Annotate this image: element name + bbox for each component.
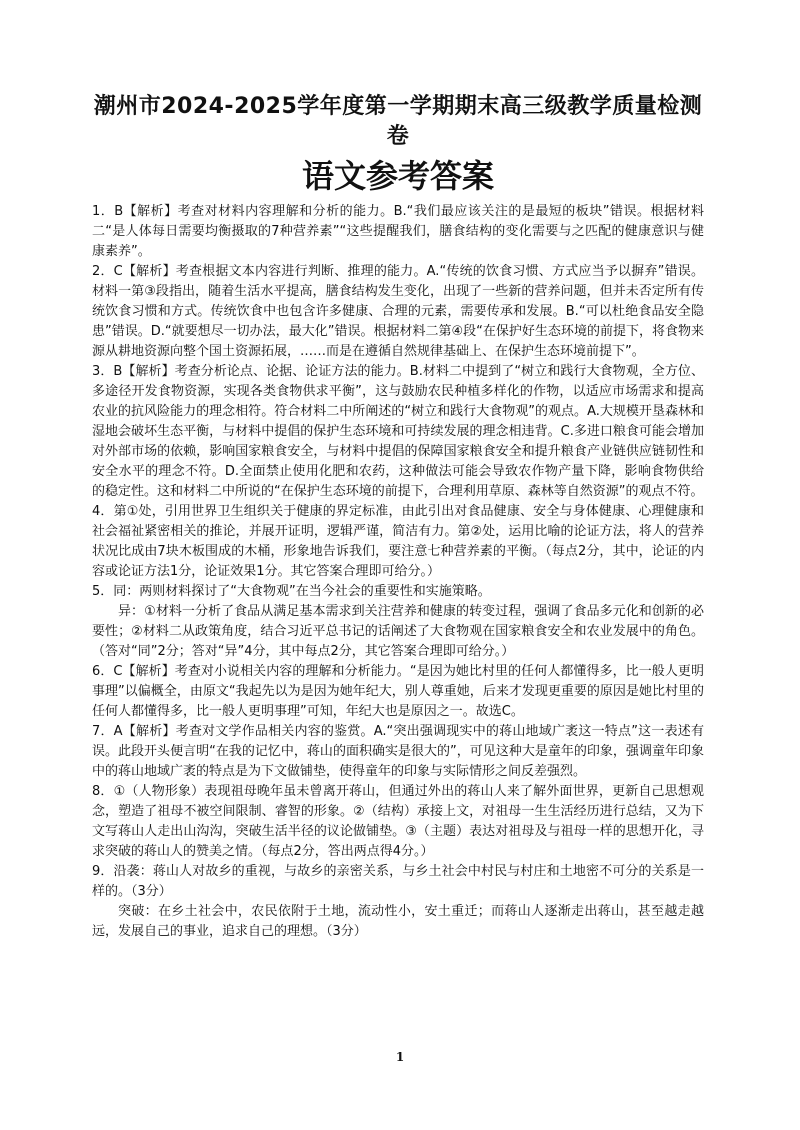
- answer-body: [92, 202, 704, 942]
- answer-6: 6．C【解析】考查对小说相关内容的理解和分析能力。“是因为她比村里的任何人都懂得多，比一般人更明事理”以偏概全，由原文“我起先以为是因为她年纪大，别人尊重她，后来才发现更重要的原因是她比村里的任何人都懂得多，比一般人更明事理”可知，年纪大也是原因之一。故选C。: [92, 664, 704, 719]
- answer-4: 4．第①处，引用世界卫生组织关于健康的界定标准，由此引出对食品健康、安全与身体健康、心理健康和社会福祉紧密相关的推论，并展开证明，逻辑严谨，简洁有力。第②处，运用比喻的论证方法，将人的营养状况比成由7块木板围成的木桶，形象地告诉我们，要注意七种营养素的平衡。（每点2分，其中，论证的内容或论证方法1分，论证效果1分。其它答案合理即可给分。）: [92, 504, 704, 579]
- answer-5-diff: 异：①材料一分析了食品从满足基本需求到关注营养和健康的转变过程，强调了食品多元化和创新的必要性；②材料二从政策角度，结合习近平总书记的话阐述了大食物观在国家粮食安全和农业发展中的角色。（答对“同”2分；答对“异”4分，其中每点2分，其它答案合理即可给分。）: [92, 604, 704, 659]
- answer-sheet-page: [92, 92, 704, 1052]
- answer-5-same: 5．同：两则材料探讨了“大食物观”在当今社会的重要性和实施策略。: [92, 584, 491, 599]
- answer-8: 8．①（人物形象）表现祖母晚年虽未曾离开蒋山，但通过外出的蒋山人来了解外面世界，更新自己思想观念，塑造了祖母不被空间限制、睿智的形象。②（结构）承接上文，对祖母一生生活经历进行总结，又为下文写蒋山人走出山沟沟，突破生活半径的议论做铺垫。③（主题）表达对祖母及与祖母一样的思想开化，寻求突破的蒋山人的赞美之情。（每点2分，答出两点得4分。）: [92, 784, 704, 859]
- answer-1: 1．B【解析】考查对材料内容理解和分析的能力。B.“我们最应该关注的是最短的板块”错误。根据材料二“是人体每日需要均衡摄取的7种营养素”“这些提醒我们，膳食结构的变化需要与之匹配的健康意识与健康素养”。: [92, 204, 704, 259]
- answer-2: 2．C【解析】考查根据文本内容进行判断、推理的能力。A.“传统的饮食习惯、方式应当予以摒弃”错误。材料一第③段指出，随着生活水平提高，膳食结构发生变化，出现了一些新的营养问题，但并未否定所有传统饮食习惯和方式。传统饮食中也包含许多健康、合理的元素，需要传承和发展。B.“可以杜绝食品安全隐患”错误。D.“就要想尽一切办法，最大化”错误。根据材料二第④段“在保护好生态环境的前提下，将食物来源从耕地资源向整个国土资源拓展，……而是在遵循自然规律基础上、在保护生态环境前提下”。: [92, 264, 704, 359]
- answer-3: 3．B【解析】考查分析论点、论据、论证方法的能力。B.材料二中提到了“树立和践行大食物观，全方位、多途径开发食物资源，实现各类食物供求平衡”，这与鼓励农民种植多样化的作物，以适应市场需求和提高农业的抗风险能力的理念相符。符合材料二中所阐述的“树立和践行大食物观”的观点。A.大规模开垦森林和湿地会破坏生态平衡，与材料中提倡的保护生态环境和可持续发展的理念相违背。C.多进口粮食可能会增加对外部市场的依赖，影响国家粮食安全，与材料中提倡的保障国家粮食安全和提升粮食产业链供应链韧性和安全水平的理念不符。D.全面禁止使用化肥和农药，这种做法可能会导致农作物产量下降，影响食物供给的稳定性。这和材料二中所说的“在保护生态环境的前提下，合理利用草原、森林等自然资源”的观点不符。: [92, 364, 704, 499]
- exam-title: 潮州市2024-2025学年度第一学期期末高三级教学质量检测卷: [93, 94, 703, 149]
- subject-title: 语文参考答案: [301, 157, 494, 195]
- answer-9-inherit: 9．沿袭：蒋山人对故乡的重视，与故乡的亲密关系，与乡土社会中村民与村庄和土地密不可分的关系是一样的。（3分）: [92, 864, 704, 899]
- answer-9-break: 突破：在乡土社会中，农民依附于土地，流动性小，安土重迁；而蒋山人逐渐走出蒋山，甚至越走越远，发展自己的事业，追求自己的理想。（3分）: [92, 904, 704, 939]
- answer-7: 7．A【解析】考查对文学作品相关内容的鉴赏。A.“突出强调现实中的蒋山地域广袤这一特点”这一表述有误。此段开头便言明“在我的记忆中，蒋山的面积确实是很大的”，可见这种大是童年的印象，强调童年印象中的蒋山地域广袤的特点是为下文做铺垫，使得童年的印象与实际情形之间反差强烈。: [92, 724, 704, 779]
- page-number: 1: [395, 1050, 405, 1064]
